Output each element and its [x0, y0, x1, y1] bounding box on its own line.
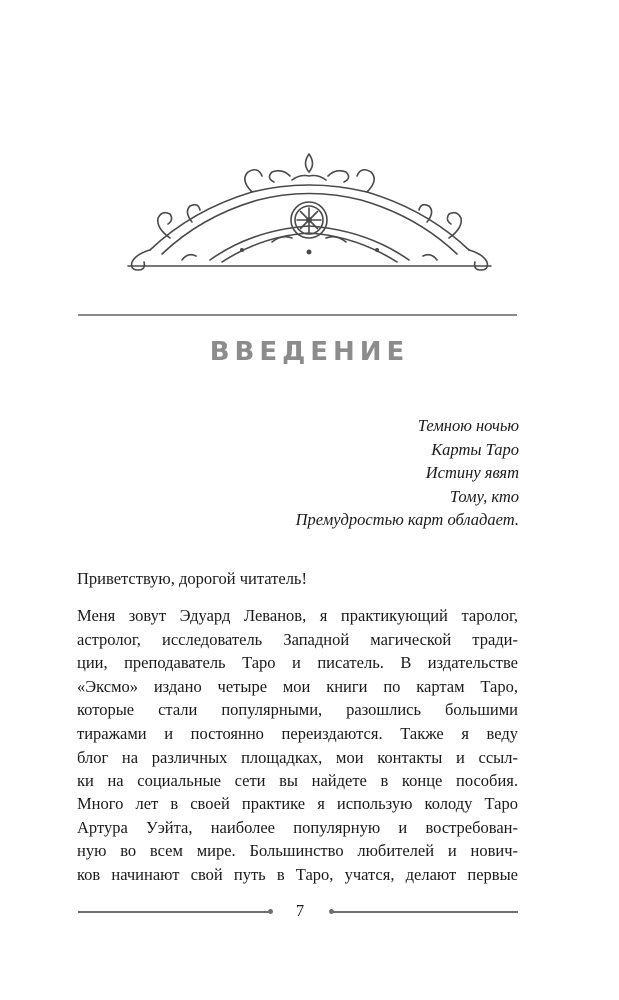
- text-line: астролог, исследователь Западной магической тради-: [77, 629, 518, 649]
- text-line: ции, преподаватель Таро и писатель. В издательстве: [77, 653, 518, 673]
- text-line: Артура Уэйта, наиболее популярную и востребован-: [77, 817, 518, 837]
- chapter-title: ВВЕДЕНИЕ: [209, 337, 410, 367]
- epigraph-line: Истину явят: [425, 463, 519, 482]
- text-line: блог на различных площадках, мои контакты и ссыл-: [77, 747, 518, 767]
- decorative-arch-ornament: [122, 150, 497, 275]
- title-divider: [78, 314, 517, 316]
- footer-rule-right: [332, 911, 518, 913]
- epigraph-line: Карты Таро: [431, 439, 519, 459]
- text-line: ную во всем мире. Большинство любителей и нович-: [77, 841, 518, 861]
- epigraph-line: Темною ночью: [417, 416, 519, 435]
- footer-rule-left: [78, 911, 270, 913]
- body-paragraph-1: [77, 604, 518, 793]
- epigraph-line: Премудростью карт обладает.: [295, 510, 519, 529]
- text-line: «Эксмо» издано четыре мои книги по картам Таро,: [77, 676, 518, 696]
- page-number: 7: [295, 901, 305, 920]
- text-line: тиражами и постоянно переиздаются. Также я веду: [77, 723, 518, 743]
- epigraph-line: Тому, кто: [449, 486, 519, 506]
- epigraph: [296, 414, 519, 532]
- text-line: Много лет в своей практике я использую колоду Таро: [77, 794, 518, 813]
- text-line: которые стали популярными, разошлись большими: [77, 700, 518, 720]
- body-paragraph-2: [77, 792, 518, 886]
- text-line: ки на социальные сети вы найдете в конце пособия.: [77, 771, 518, 791]
- text-line: ков начинают свой путь в Таро, учатся, делают первые: [77, 864, 518, 884]
- text-line: Приветствую, дорогой читатель!: [77, 569, 307, 588]
- text-line: Меня зовут Эдуард Леванов, я практикующий таролог,: [77, 606, 518, 625]
- footer-dot-left: [268, 909, 273, 914]
- greeting-paragraph: [77, 567, 518, 591]
